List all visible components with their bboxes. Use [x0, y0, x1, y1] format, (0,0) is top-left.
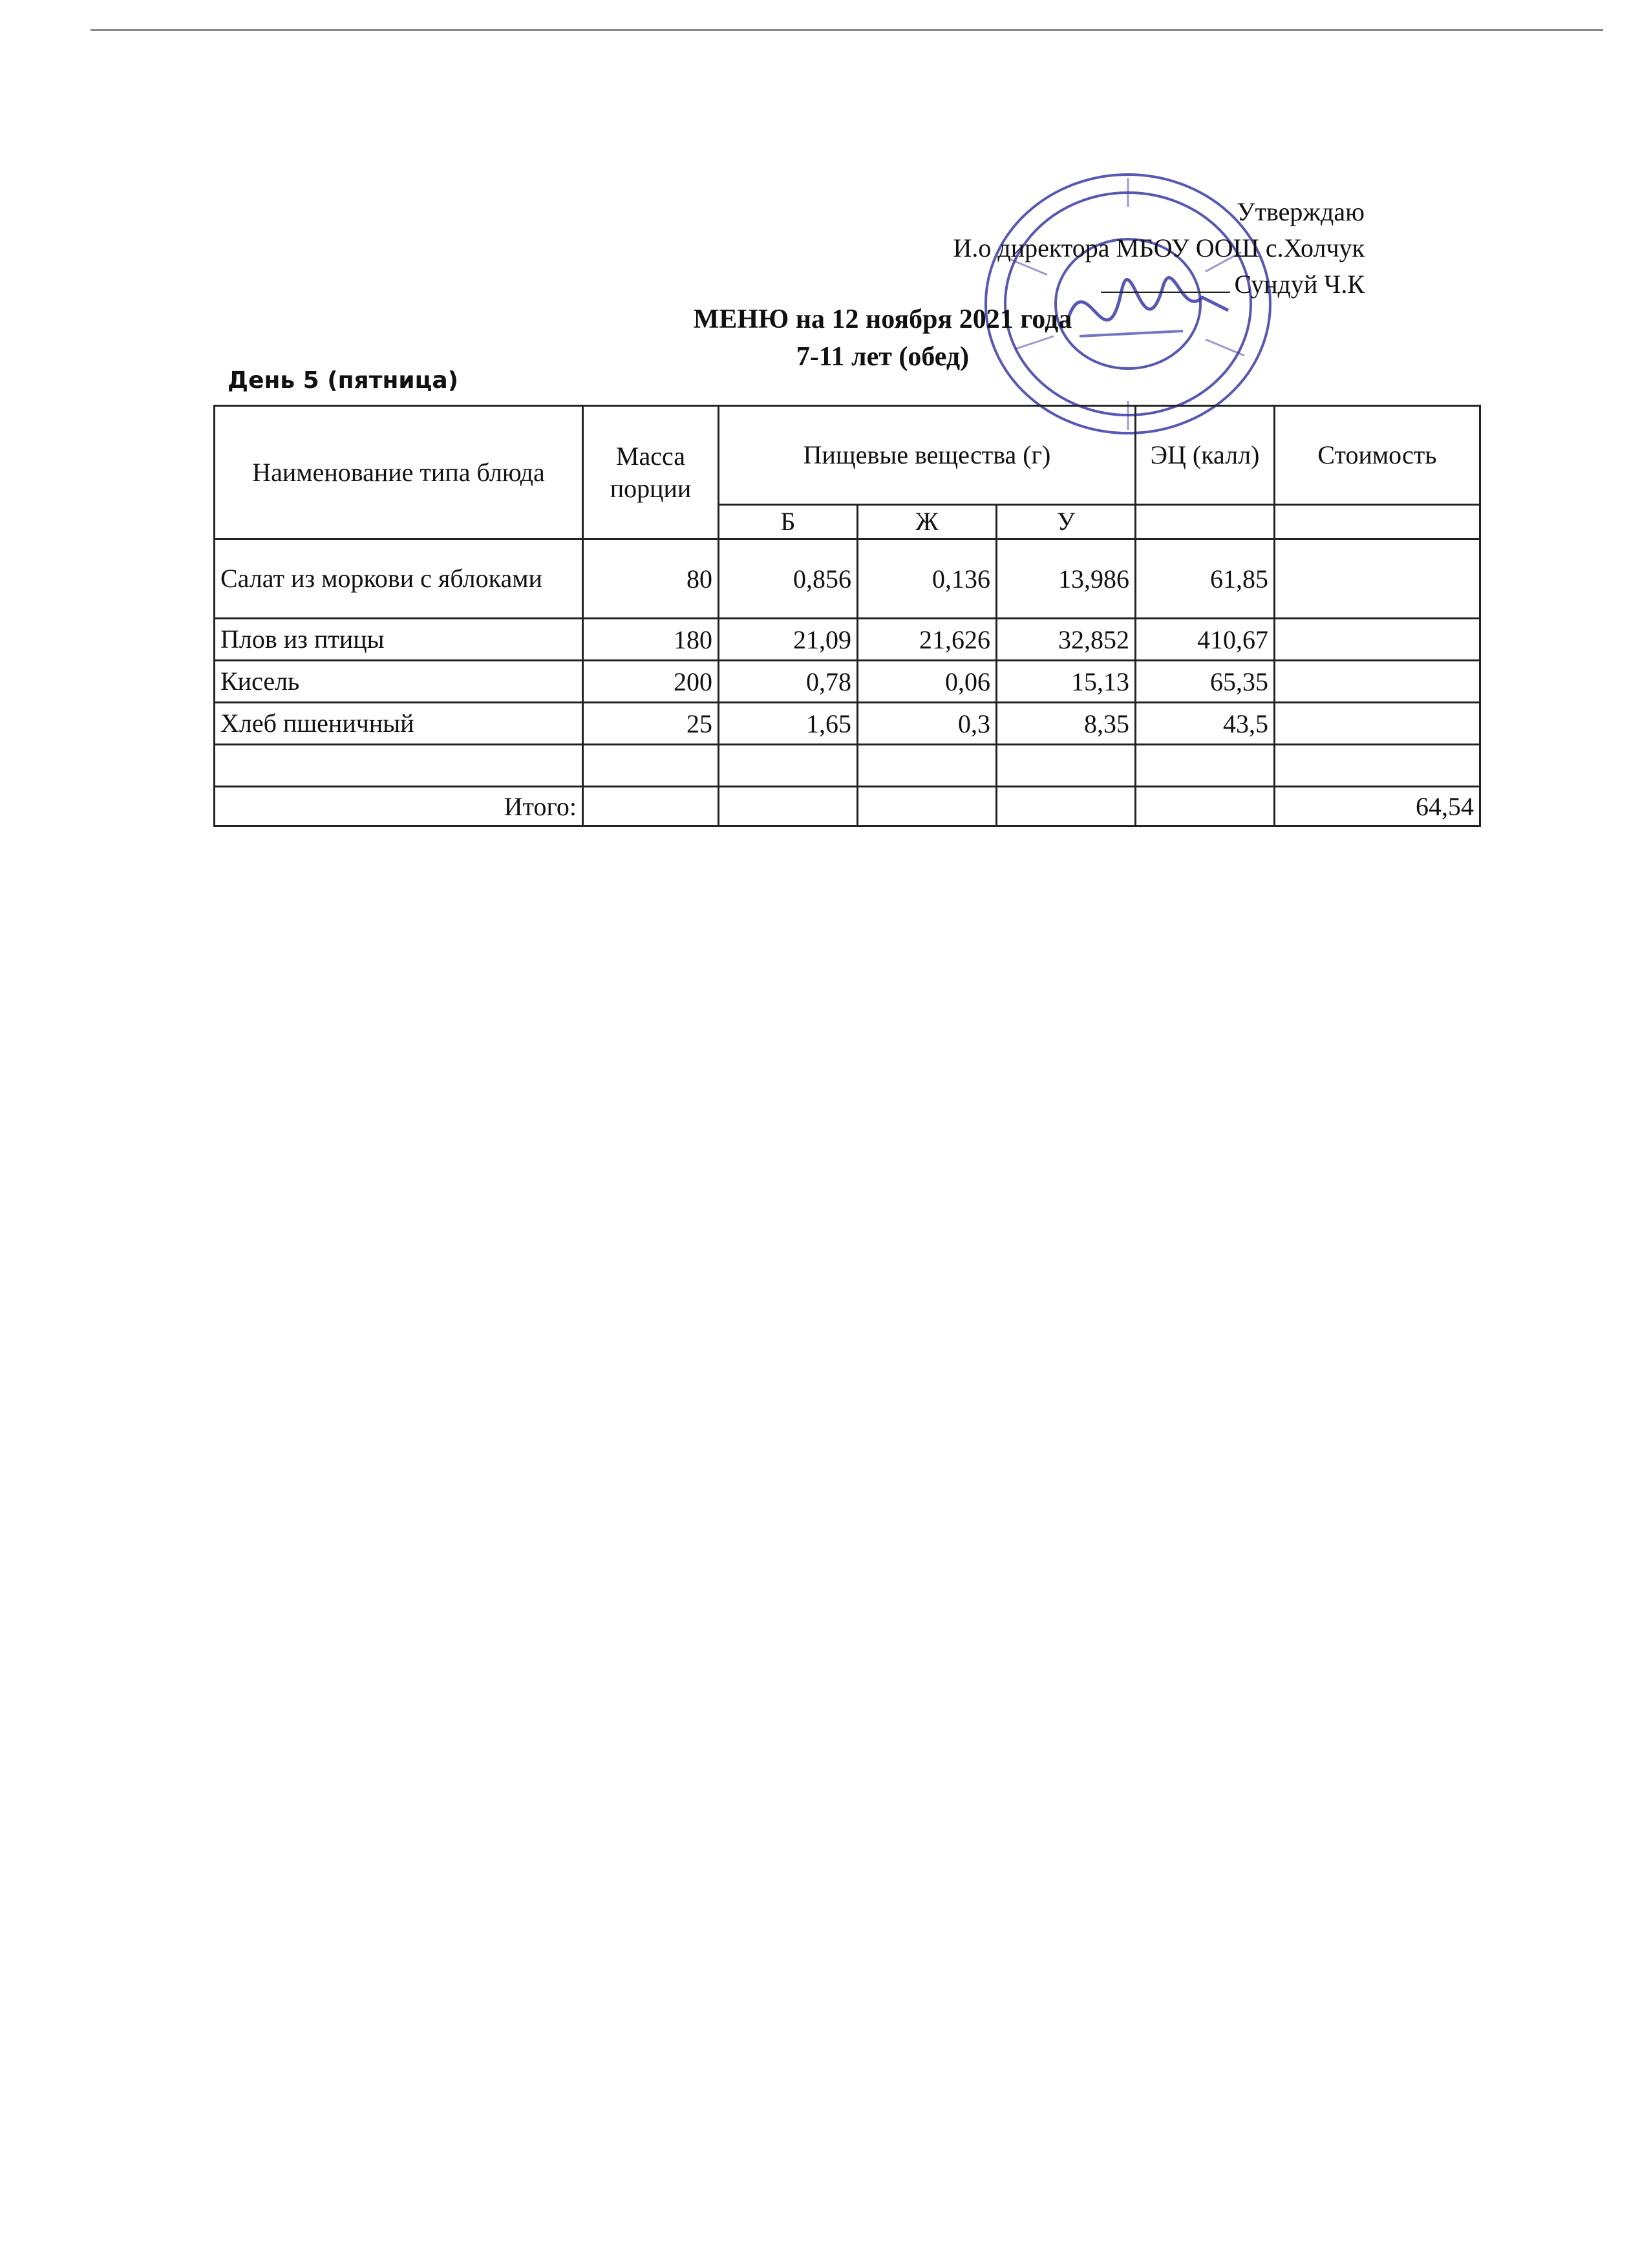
- table-row: [215, 703, 1480, 745]
- menu-title-date: МЕНЮ на 12 ноября 2021 года: [693, 305, 1072, 334]
- dish-energy: 43,5: [1136, 703, 1275, 745]
- table-row: [215, 539, 1480, 619]
- dish-fat: 0,136: [858, 539, 997, 619]
- total-empty: [583, 787, 719, 826]
- dish-fat: [858, 745, 997, 787]
- dish-fat: 21,626: [858, 619, 997, 661]
- total-empty: [858, 787, 997, 826]
- dish-mass: 80: [583, 539, 719, 619]
- header-protein: Б: [719, 505, 858, 539]
- dish-name: [215, 745, 583, 787]
- dish-cost: [1275, 619, 1480, 661]
- dish-cost: [1275, 703, 1480, 745]
- dish-mass: 200: [583, 661, 719, 703]
- header-name: Наименование типа блюда: [215, 406, 583, 539]
- total-empty: [997, 787, 1136, 826]
- dish-protein: 0,78: [719, 661, 858, 703]
- table-header-row: [215, 406, 1480, 505]
- dish-carbs: 32,852: [997, 619, 1136, 661]
- dish-protein: [719, 745, 858, 787]
- total-cost: 64,54: [1275, 787, 1480, 826]
- day-label: День 5 (пятница): [228, 367, 459, 394]
- dish-cost: [1275, 539, 1480, 619]
- approval-position: И.о директора МБОУ ООШ с.Холчук: [953, 233, 1365, 262]
- total-row: [215, 787, 1480, 826]
- table-row: [215, 619, 1480, 661]
- dish-fat: 0,3: [858, 703, 997, 745]
- header-cost-empty: [1275, 505, 1480, 539]
- dish-cost: [1275, 661, 1480, 703]
- table-row: [215, 661, 1480, 703]
- header-carbs: У: [997, 505, 1136, 539]
- dish-carbs: 13,986: [997, 539, 1136, 619]
- approval-heading: Утверждаю: [1237, 197, 1365, 226]
- total-empty: [1136, 787, 1275, 826]
- header-nutrients: Пищевые вещества (г): [719, 406, 1136, 505]
- signature-underline: [1101, 292, 1230, 293]
- dish-protein: 21,09: [719, 619, 858, 661]
- header-cost: Стоимость: [1275, 406, 1480, 505]
- dish-name: Хлеб пшеничный: [215, 703, 583, 745]
- dish-name: Салат из моркови с яблоками: [215, 539, 583, 619]
- dish-carbs: 15,13: [997, 661, 1136, 703]
- dish-mass: [583, 745, 719, 787]
- dish-mass: 180: [583, 619, 719, 661]
- table-row-empty: [215, 745, 1480, 787]
- header-energy: ЭЦ (калл): [1136, 406, 1275, 505]
- total-label: Итого:: [215, 787, 583, 826]
- dish-carbs: 8,35: [997, 703, 1136, 745]
- header-mass: Масса порции: [583, 406, 719, 539]
- dish-fat: 0,06: [858, 661, 997, 703]
- header-energy-empty: [1136, 505, 1275, 539]
- dish-protein: 0,856: [719, 539, 858, 619]
- menu-title-age: 7-11 лет (обед): [796, 342, 970, 372]
- approval-signatory: Сундуй Ч.К: [1234, 270, 1365, 299]
- header-fat: Ж: [858, 505, 997, 539]
- dish-carbs: [997, 745, 1136, 787]
- dish-cost: [1275, 745, 1480, 787]
- dish-name: Плов из птицы: [215, 619, 583, 661]
- dish-mass: 25: [583, 703, 719, 745]
- dish-protein: 1,65: [719, 703, 858, 745]
- dish-energy: 65,35: [1136, 661, 1275, 703]
- scan-edge-line: [90, 29, 1603, 31]
- menu-table: [213, 405, 1481, 827]
- menu-title: [0, 301, 1649, 376]
- dish-energy: 61,85: [1136, 539, 1275, 619]
- dish-name: Кисель: [215, 661, 583, 703]
- approval-block: [953, 194, 1365, 303]
- dish-energy: 410,67: [1136, 619, 1275, 661]
- dish-energy: [1136, 745, 1275, 787]
- approval-signature-line: [953, 266, 1365, 303]
- total-empty: [719, 787, 858, 826]
